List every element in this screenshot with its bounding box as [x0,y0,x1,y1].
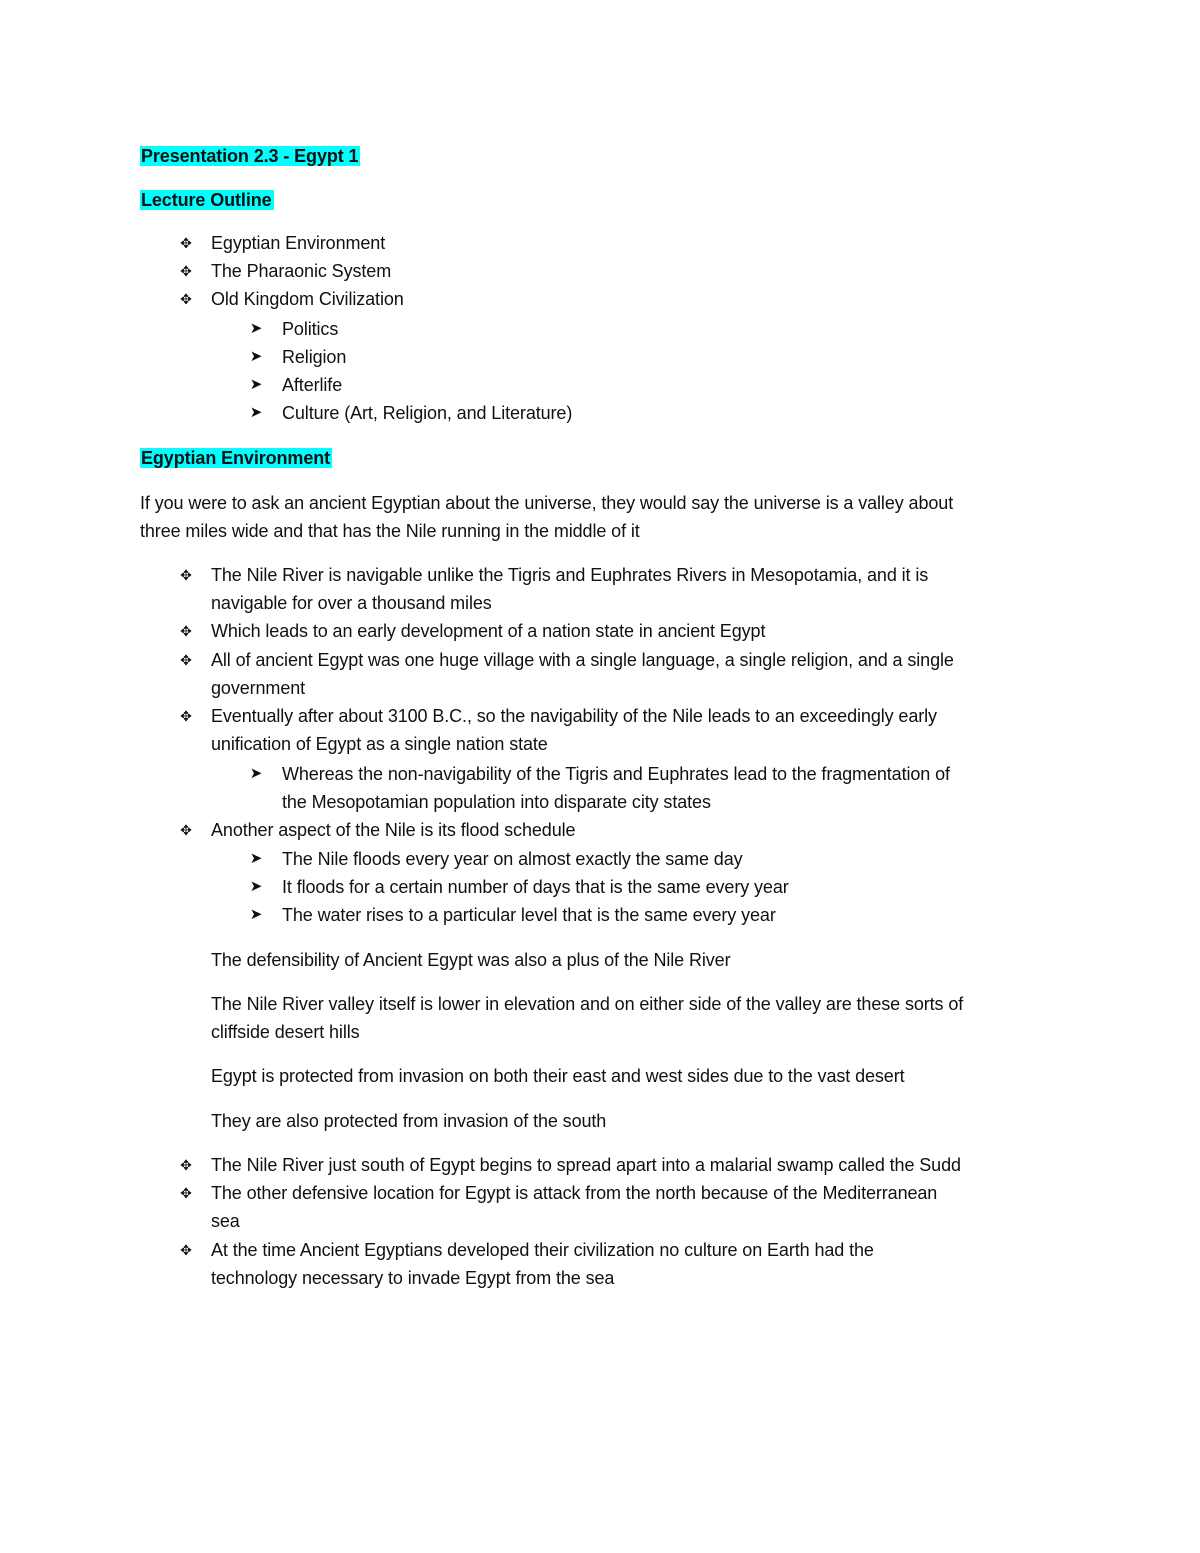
sub-bullet-line: The water rises to a particular level that is the same every year [282,905,776,925]
arrow-bullet-icon: ➤ [249,765,263,782]
arrow-bullet-icon: ➤ [249,850,263,867]
diamond-bullet-icon: ✥ [180,567,192,583]
arrow-bullet-icon: ➤ [249,376,263,393]
section-heading [140,444,332,472]
document-title [140,142,360,170]
outline-item: Old Kingdom Civilization [211,289,404,309]
outline-subitem: Culture (Art, Religion, and Literature) [282,403,573,423]
diamond-bullet-icon: ✥ [180,822,192,838]
paragraph-line: cliffside desert hills [211,1022,360,1042]
arrow-bullet-icon: ➤ [249,404,263,421]
outline-subitem: Afterlife [282,375,343,395]
intro-line: If you were to ask an ancient Egyptian about the universe, they would say the universe is a valley about [140,493,954,513]
bullet-line: At the time Ancient Egyptians developed their civilization no culture on Earth had the [211,1240,874,1260]
diamond-bullet-icon: ✥ [180,623,192,639]
diamond-bullet-icon: ✥ [180,1242,192,1258]
bullet-line: The Nile River is navigable unlike the Tigris and Euphrates Rivers in Mesopotamia, and it is [211,565,929,585]
bullet-line: Eventually after about 3100 B.C., so the navigability of the Nile leads to an exceedingly early [211,706,937,726]
bullet-line: The Nile River just south of Egypt begins to spread apart into a malarial swamp called the Sudd [211,1155,961,1175]
sub-bullet-line: Whereas the non-navigability of the Tigris and Euphrates lead to the fragmentation of [282,764,950,784]
outline-heading-highlight: Lecture Outline [141,190,272,210]
diamond-bullet-icon: ✥ [180,1185,192,1201]
outline-subitem: Religion [282,347,347,367]
bullet-line: technology necessary to invade Egypt from the sea [211,1268,615,1288]
bullet-line: government [211,678,306,698]
title-highlight: Presentation 2.3 - Egypt 1 [141,146,359,166]
intro-line: three miles wide and that has the Nile running in the middle of it [140,521,640,541]
sub-bullet-line: the Mesopotamian population into disparate city states [282,792,711,812]
bullet-line: Which leads to an early development of a nation state in ancient Egypt [211,621,766,641]
paragraph-line: The defensibility of Ancient Egypt was also a plus of the Nile River [211,950,731,970]
arrow-bullet-icon: ➤ [249,878,263,895]
bullet-line: Another aspect of the Nile is its flood schedule [211,820,576,840]
arrow-bullet-icon: ➤ [249,320,263,337]
bullet-line: navigable for over a thousand miles [211,593,492,613]
diamond-bullet-icon: ✥ [180,1157,192,1173]
bullet-line: unification of Egypt as a single nation state [211,734,548,754]
arrow-bullet-icon: ➤ [249,906,263,923]
bullet-line: sea [211,1211,240,1231]
outline-item: Egyptian Environment [211,233,386,253]
diamond-bullet-icon: ✥ [180,235,192,251]
paragraph-line: They are also protected from invasion of the south [211,1111,607,1131]
bullet-line: The other defensive location for Egypt is attack from the north because of the Mediterranean [211,1183,938,1203]
paragraph-line: The Nile River valley itself is lower in elevation and on either side of the valley are these sorts of [211,994,964,1014]
diamond-bullet-icon: ✥ [180,263,192,279]
paragraph-line: Egypt is protected from invasion on both their east and west sides due to the vast desert [211,1066,905,1086]
outline-item: The Pharaonic System [211,261,392,281]
outline-heading [140,186,274,214]
diamond-bullet-icon: ✥ [180,652,192,668]
bullet-line: All of ancient Egypt was one huge village with a single language, a single religion, and a single [211,650,954,670]
sub-bullet-line: The Nile floods every year on almost exactly the same day [282,849,743,869]
arrow-bullet-icon: ➤ [249,348,263,365]
diamond-bullet-icon: ✥ [180,708,192,724]
diamond-bullet-icon: ✥ [180,291,192,307]
section-heading-highlight: Egyptian Environment [141,448,331,468]
sub-bullet-line: It floods for a certain number of days that is the same every year [282,877,789,897]
outline-subitem: Politics [282,319,339,339]
